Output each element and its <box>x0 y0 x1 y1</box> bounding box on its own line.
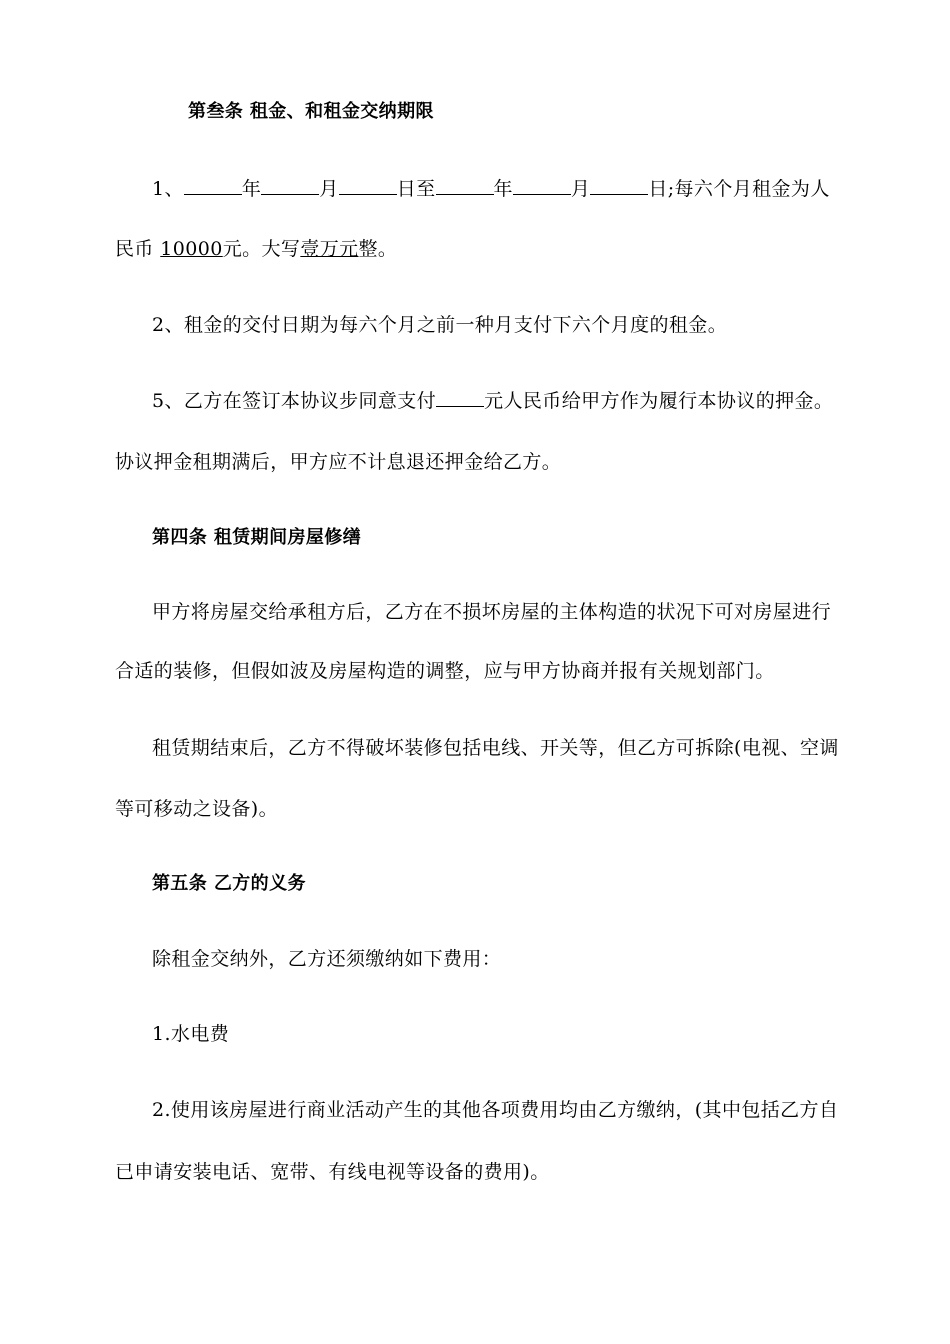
month-label-2: 月 <box>570 178 591 200</box>
amount-end-text: 整。 <box>358 238 398 260</box>
start-day-blank <box>339 176 397 195</box>
amount-mid-text: 元。大写 <box>222 238 301 260</box>
item-5-prefix: 5、乙方在签订本协议步同意支付 <box>152 390 437 412</box>
month-label: 月 <box>319 178 339 200</box>
article-4-para-2-line-2: 等可移动之设备)。 <box>115 798 279 820</box>
article-5-item-2-line-1: 2.使用该房屋进行商业活动产生的其他各项费用均由乙方缴纳，(其中包括乙方自 <box>152 1099 839 1121</box>
article-3-item-1-line-1 <box>152 176 830 201</box>
article-4-para-1-line-2: 合适的装修，但假如波及房屋构造的调整，应与甲方协商并报有关规划部门。 <box>115 660 775 682</box>
article-5-heading: 第五条 乙方的义务 <box>152 873 306 894</box>
article-4-para-1-line-1: 甲方将房屋交给承租方后，乙方在不损坏房屋的主体构造的状况下可对房屋进行 <box>152 601 832 623</box>
start-month-blank <box>261 176 319 195</box>
article-3-item-1-line-2 <box>115 237 397 261</box>
article-4-heading: 第四条 租赁期间房屋修缮 <box>152 527 362 548</box>
article-3-item-5-line-1 <box>152 388 833 413</box>
end-day-blank <box>590 176 648 195</box>
article-5-intro: 除租金交纳外，乙方还须缴纳如下费用： <box>152 948 502 970</box>
deposit-amount-blank <box>436 388 484 407</box>
item-5-suffix: 元人民币给甲方作为履行本协议的押金。 <box>484 390 834 412</box>
article-3-item-5-line-2: 协议押金租期满后，甲方应不计息退还押金给乙方。 <box>115 451 562 473</box>
article-3-heading: 第叁条 租金、和租金交纳期限 <box>188 101 434 122</box>
article-5-item-1: 1.水电费 <box>152 1023 230 1045</box>
year-label-2: 年 <box>493 178 513 200</box>
article-3-item-2: 2、租金的交付日期为每六个月之前一种月支付下六个月度的租金。 <box>152 314 728 336</box>
year-label: 年 <box>241 178 262 200</box>
day-to-label: 日至 <box>396 178 436 200</box>
end-month-blank <box>513 176 571 195</box>
article-5-item-2-line-2: 已申请安装电话、宽带、有线电视等设备的费用)。 <box>115 1161 550 1183</box>
currency-prefix: 民币 <box>115 238 154 260</box>
rent-amount-words: 壹万元 <box>300 238 359 260</box>
article-4-para-2-line-1: 租赁期结束后，乙方不得破坏装修包括电线、开关等，但乙方可拆除(电视、空调 <box>152 737 839 759</box>
day-end-label: 日;每六个月租金为人 <box>648 178 830 200</box>
rent-amount: 10000 <box>160 238 223 260</box>
item-1-prefix: 1、 <box>152 178 184 200</box>
start-year-blank <box>184 176 242 195</box>
end-year-blank <box>436 176 494 195</box>
